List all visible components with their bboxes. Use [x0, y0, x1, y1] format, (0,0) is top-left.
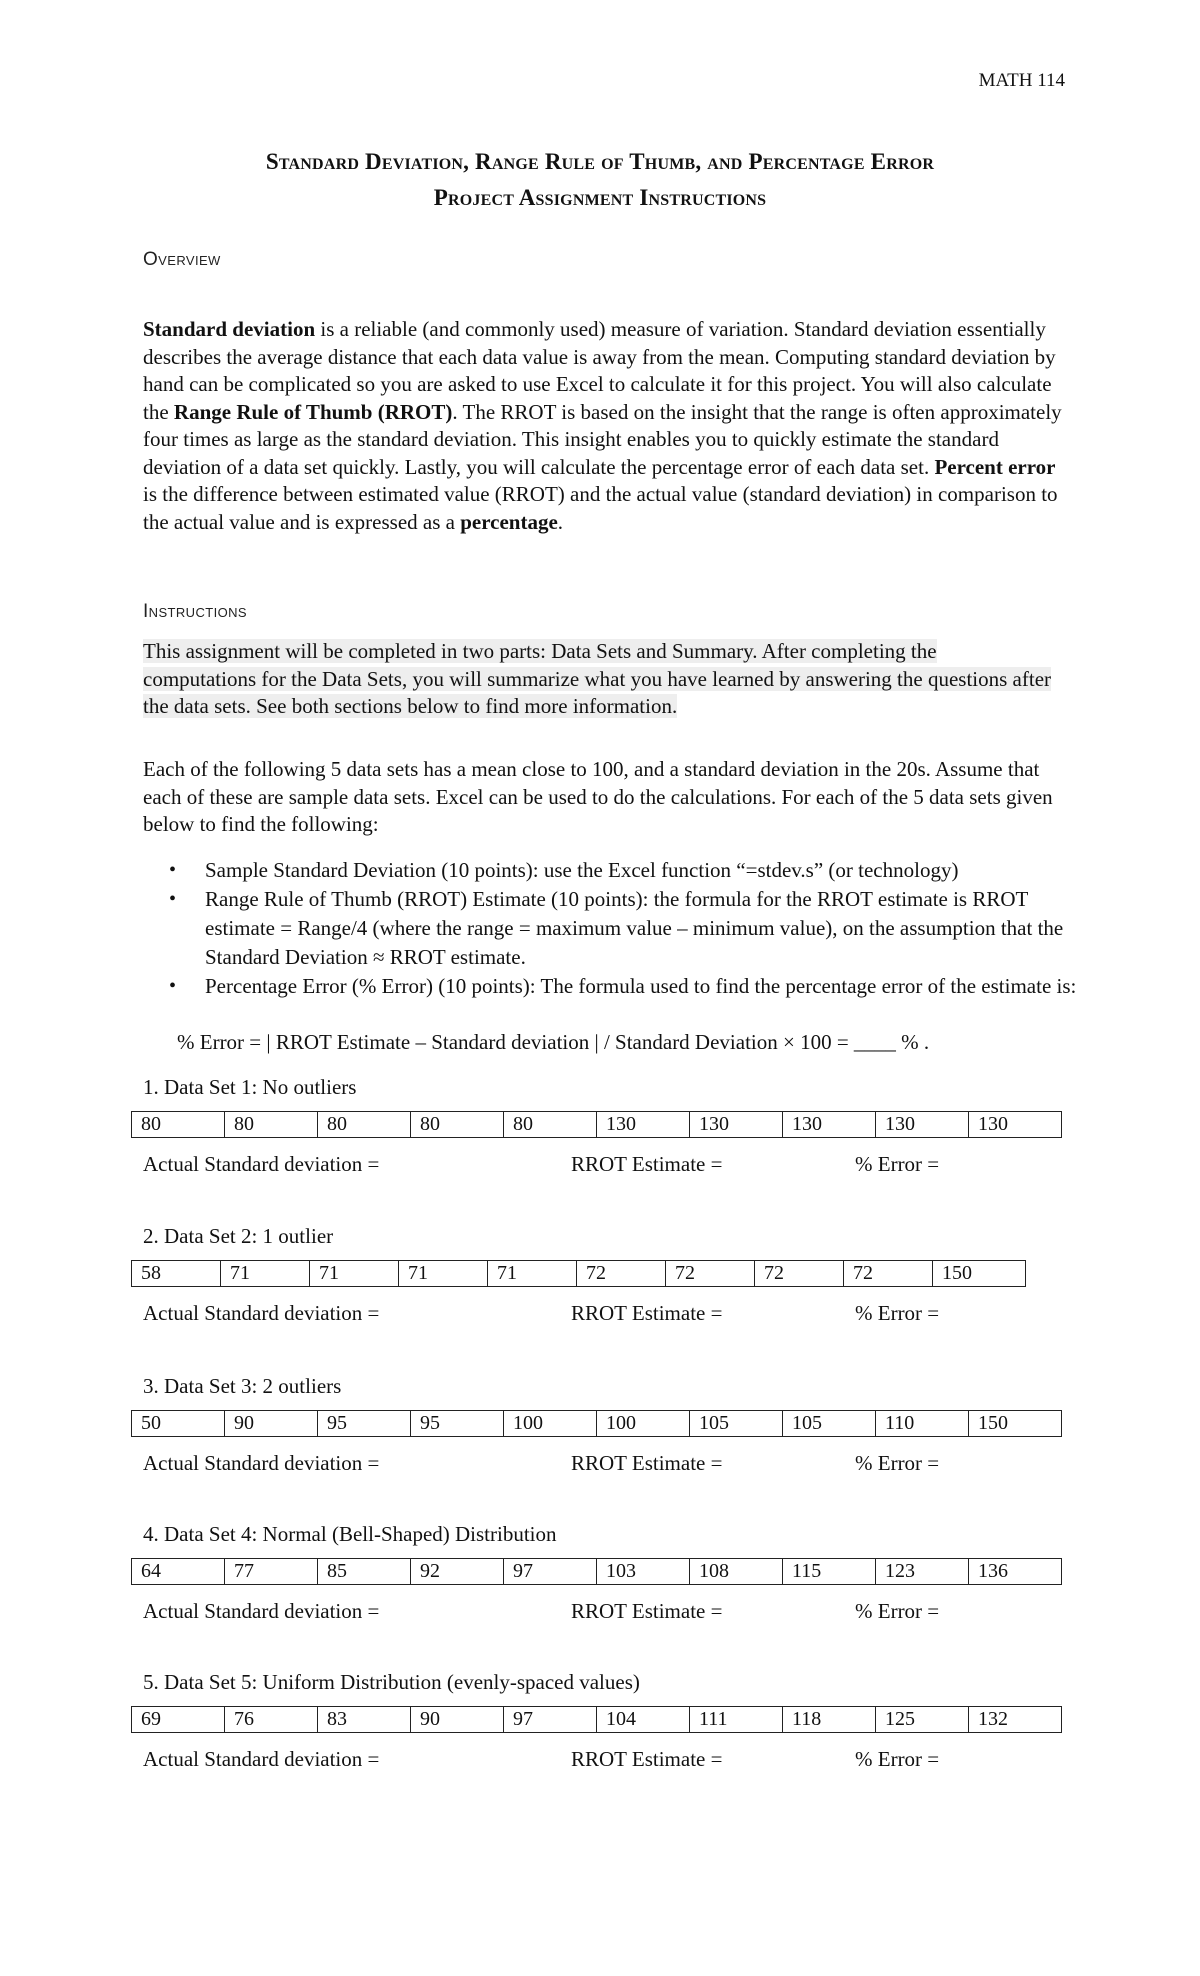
table-row [132, 1261, 1026, 1287]
data-cell: 72 [577, 1261, 666, 1287]
overview-text-2: . The RROT is based on the insight that the range is often approximately four times as large as the standard deviation. This insight enables you to quickly estimate the standard deviation of a data set quickly. Lastly, you will calculate the percentage error of each data set. [143, 399, 1062, 479]
rrot-estimate-label: RROT Estimate = [571, 1451, 723, 1475]
percent-error-label: % Error = [855, 1301, 940, 1325]
overview-paragraph [143, 316, 1063, 536]
data-cell: 80 [225, 1112, 318, 1138]
actual-sd-label: Actual Standard deviation = [143, 1301, 380, 1325]
data-cell: 136 [969, 1559, 1062, 1585]
bullet-icon: • [169, 888, 177, 910]
dataset-3-label: 3. Data Set 3: 2 outliers [143, 1374, 342, 1398]
data-cell: 71 [488, 1261, 577, 1287]
overview-text-3: is the difference between estimated value (RROT) and the actual value (standard deviation) in comparison to the actual value and is expressed as a [143, 482, 1058, 534]
data-cell: 123 [876, 1559, 969, 1585]
data-cell: 111 [690, 1707, 783, 1733]
data-cell: 77 [225, 1559, 318, 1585]
data-cell: 105 [690, 1411, 783, 1437]
bullet-text: Range Rule of Thumb (RROT) Estimate (10 points): the formula for the RROT estimate is RROT estimate = Range/4 (where the range = maximum value – minimum value), on the assumption that the Standard Deviation ≈ RROT estimate. [205, 887, 1064, 969]
data-cell: 72 [844, 1261, 933, 1287]
data-cell: 71 [399, 1261, 488, 1287]
data-cell: 97 [504, 1559, 597, 1585]
data-cell: 95 [318, 1411, 411, 1437]
data-cell: 64 [132, 1559, 225, 1585]
instructions-highlight-paragraph [143, 638, 1053, 721]
dataset-4-label: 4. Data Set 4: Normal (Bell-Shaped) Distribution [143, 1522, 557, 1546]
data-cell: 125 [876, 1707, 969, 1733]
data-cell: 150 [933, 1261, 1026, 1287]
percent-error-label: % Error = [855, 1451, 940, 1475]
bullet-text: Sample Standard Deviation (10 points): use the Excel function “=stdev.s” (or technology) [205, 858, 959, 882]
percent-error-formula: % Error = | RROT Estimate – Standard deviation | / Standard Deviation × 100 = ____ % . [177, 1030, 930, 1054]
bullet-item [143, 885, 1083, 972]
dataset-1-label: 1. Data Set 1: No outliers [143, 1075, 357, 1099]
actual-sd-label: Actual Standard deviation = [143, 1747, 380, 1771]
overview-text-4: . [557, 509, 564, 534]
dataset-2-table [131, 1260, 1026, 1287]
dataset-1-table [131, 1111, 1062, 1138]
term-rrot: Range Rule of Thumb (RROT) [173, 399, 453, 424]
data-cell: 115 [783, 1559, 876, 1585]
overview-heading: Overview [143, 249, 221, 270]
data-cell: 80 [411, 1112, 504, 1138]
data-cell: 92 [411, 1559, 504, 1585]
actual-sd-label: Actual Standard deviation = [143, 1451, 380, 1475]
data-cell: 71 [310, 1261, 399, 1287]
data-cell: 50 [132, 1411, 225, 1437]
dataset-4-table [131, 1558, 1062, 1585]
percent-error-label: % Error = [855, 1152, 940, 1176]
data-cell: 130 [690, 1112, 783, 1138]
term-standard-deviation: Standard deviation [143, 317, 316, 341]
table-row [132, 1411, 1062, 1437]
data-cell: 71 [221, 1261, 310, 1287]
data-cell: 90 [225, 1411, 318, 1437]
data-cell: 150 [969, 1411, 1062, 1437]
bullet-text: Percentage Error (% Error) (10 points): The formula used to find the percentage error of the estimate is: [205, 974, 1077, 998]
table-row [132, 1112, 1062, 1138]
document-title [0, 144, 1200, 216]
rrot-estimate-label: RROT Estimate = [571, 1152, 723, 1176]
data-cell: 80 [504, 1112, 597, 1138]
data-cell: 100 [597, 1411, 690, 1437]
data-cell: 100 [504, 1411, 597, 1437]
data-cell: 58 [132, 1261, 221, 1287]
dataset-1-results [143, 1152, 1143, 1180]
term-percentage: percentage [460, 509, 558, 534]
data-cell: 76 [225, 1707, 318, 1733]
data-cell: 110 [876, 1411, 969, 1437]
bullet-icon: • [169, 975, 177, 997]
actual-sd-label: Actual Standard deviation = [143, 1599, 380, 1623]
dataset-5-table [131, 1706, 1062, 1733]
data-cell: 105 [783, 1411, 876, 1437]
data-cell: 90 [411, 1707, 504, 1733]
data-cell: 72 [666, 1261, 755, 1287]
data-cell: 118 [783, 1707, 876, 1733]
data-cell: 85 [318, 1559, 411, 1585]
requirements-list [143, 856, 1083, 1001]
data-cell: 69 [132, 1707, 225, 1733]
data-cell: 130 [783, 1112, 876, 1138]
bullet-item [143, 856, 1083, 885]
data-cell: 80 [318, 1112, 411, 1138]
rrot-estimate-label: RROT Estimate = [571, 1747, 723, 1771]
term-percent-error: Percent error [934, 454, 1056, 479]
data-cell: 83 [318, 1707, 411, 1733]
percent-error-label: % Error = [855, 1599, 940, 1623]
title-line-1: Standard Deviation, Range Rule of Thumb, and Percentage Error [265, 149, 935, 174]
data-cell: 130 [969, 1112, 1062, 1138]
rrot-estimate-label: RROT Estimate = [571, 1599, 723, 1623]
dataset-2-results [143, 1301, 1143, 1329]
dataset-4-results [143, 1599, 1143, 1627]
bullet-icon: • [169, 859, 177, 881]
data-cell: 104 [597, 1707, 690, 1733]
dataset-3-table [131, 1410, 1062, 1437]
instructions-paragraph: Each of the following 5 data sets has a mean close to 100, and a standard deviation in the 20s. Assume that each of these are sample data sets. Excel can be used to do the calculations. For each of the 5 data sets given below to find the following: [143, 757, 1053, 836]
highlighted-text: This assignment will be completed in two parts: Data Sets and Summary. After completing the computations for the Data Sets, you will summarize what you have learned by answering the questions after the data sets. See both sections below to find more information. [143, 639, 1052, 718]
title-line-2: Project Assignment Instructions [433, 185, 767, 210]
overview-text-1: is a reliable (and commonly used) measure of variation. Standard deviation essentially describes the average distance that each data value is away from the mean. Computing standard deviation by hand can be complicated so you are asked to use Excel to calculate it for this project. You will also calculate the [143, 317, 1056, 424]
data-cell: 95 [411, 1411, 504, 1437]
data-cell: 132 [969, 1707, 1062, 1733]
percent-error-label: % Error = [855, 1747, 940, 1771]
instructions-heading: Instructions [143, 601, 247, 622]
data-cell: 103 [597, 1559, 690, 1585]
dataset-2-label: 2. Data Set 2: 1 outlier [143, 1224, 334, 1248]
dataset-5-label: 5. Data Set 5: Uniform Distribution (evenly-spaced values) [143, 1670, 640, 1694]
data-cell: 97 [504, 1707, 597, 1733]
data-cell: 72 [755, 1261, 844, 1287]
data-cell: 108 [690, 1559, 783, 1585]
table-row [132, 1559, 1062, 1585]
course-header: MATH 114 [978, 70, 1065, 91]
data-cell: 130 [876, 1112, 969, 1138]
dataset-3-results [143, 1451, 1143, 1479]
bullet-item [143, 972, 1083, 1001]
actual-sd-label: Actual Standard deviation = [143, 1152, 380, 1176]
data-cell: 80 [132, 1112, 225, 1138]
table-row [132, 1707, 1062, 1733]
data-cell: 130 [597, 1112, 690, 1138]
rrot-estimate-label: RROT Estimate = [571, 1301, 723, 1325]
dataset-5-results [143, 1747, 1143, 1775]
